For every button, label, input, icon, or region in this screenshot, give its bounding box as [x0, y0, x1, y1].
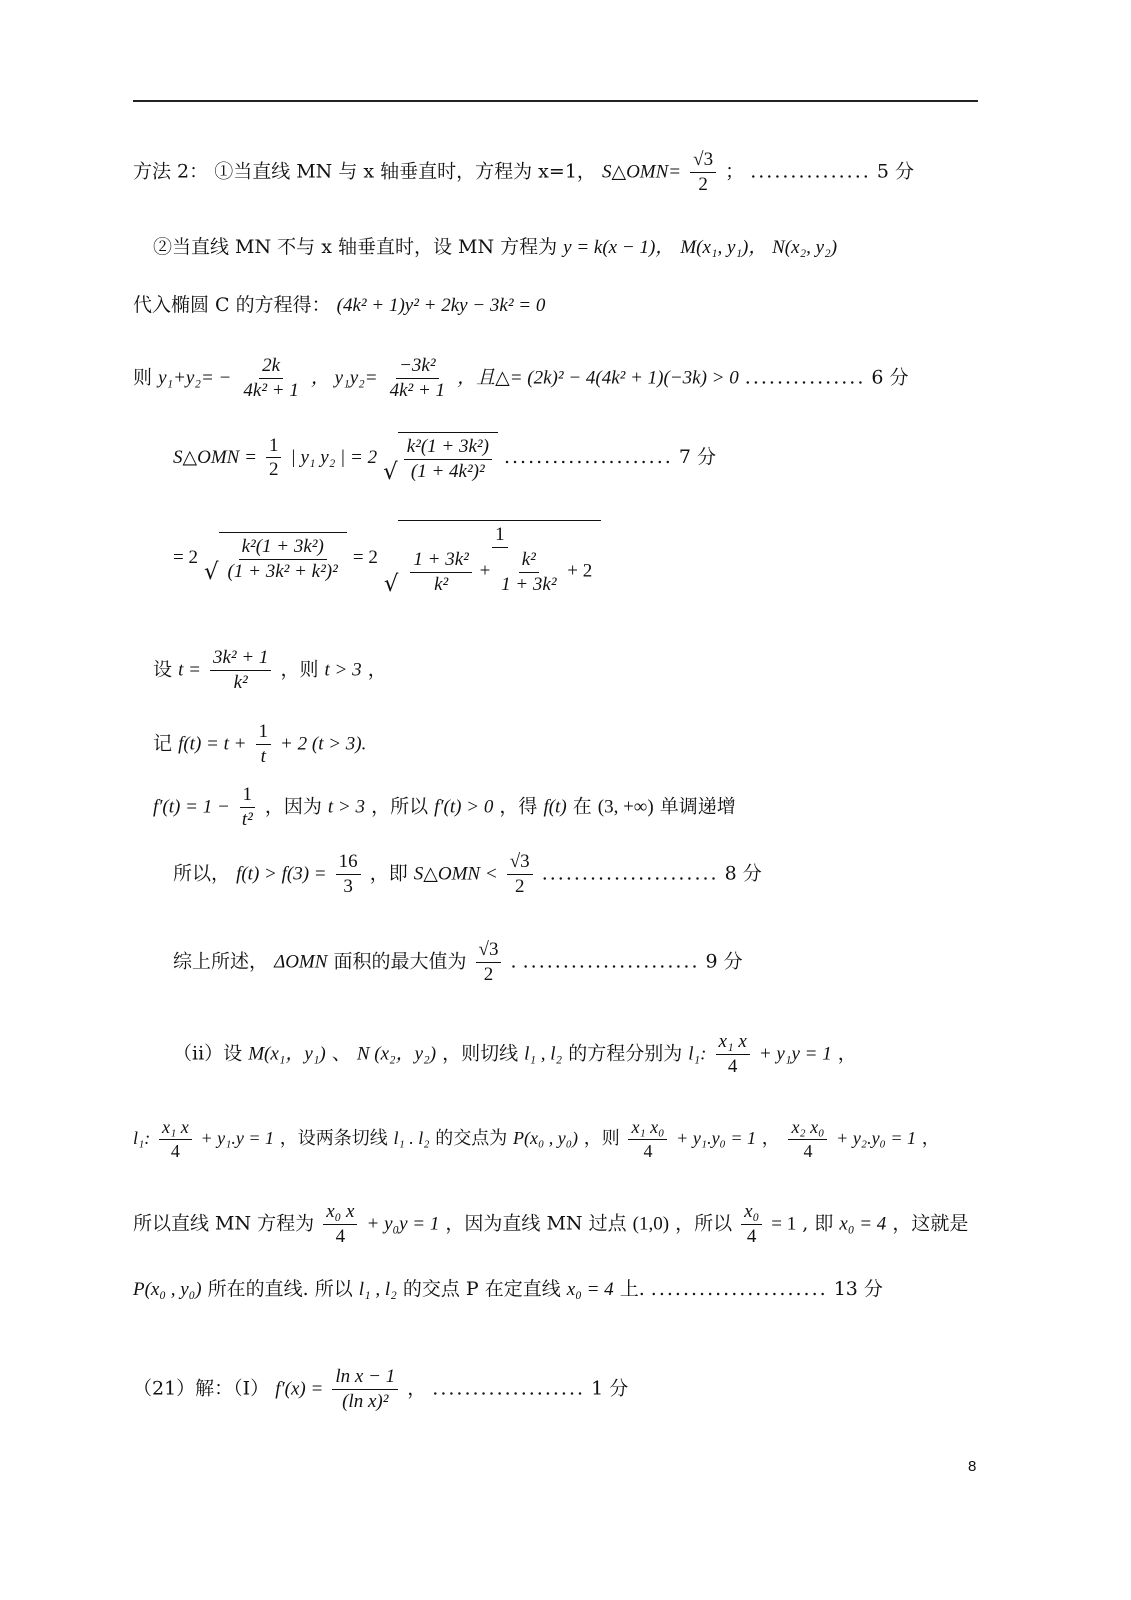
tail: ， [407, 1377, 427, 1400]
separator: ， [761, 1128, 780, 1149]
tangent-lines: l₁ , l₂ [358, 1279, 397, 1300]
page-number: 8 [968, 1458, 977, 1475]
leader-dots: ...................... [541, 862, 719, 885]
vieta-prefix: 则 [133, 366, 153, 389]
area-lhs: S△OMN = [173, 446, 257, 468]
numerator: x₁ x [159, 1116, 192, 1140]
max-fraction [476, 938, 502, 987]
bound-fraction [507, 850, 533, 899]
mn-rhs: + y₀y = 1 [366, 1213, 440, 1235]
q21-lhs: f′(x) = [275, 1378, 324, 1400]
mid-text: ，即 [369, 862, 408, 885]
denominator: 4 [727, 1055, 738, 1077]
final-text: 所在的直线. 所以 [207, 1278, 353, 1300]
denominator: 2 [268, 459, 279, 481]
area-ineq: S△OMN < [413, 863, 498, 885]
separator: 、 [331, 1042, 351, 1065]
part2-text: ，则切线 [442, 1042, 519, 1065]
tangent2-text-2: 的交点为 [435, 1128, 508, 1149]
condition-t: t > 3 [327, 796, 366, 818]
denominator: (1 + 3k² + k²)² [227, 561, 338, 583]
numerator: k²(1 + 3k²) [239, 535, 327, 560]
denominator: 2 [514, 875, 525, 897]
line-mn-text-4: , 即 [802, 1212, 834, 1235]
part2-label: （ii）设 [173, 1042, 243, 1065]
denominator: 4k² + 1 [243, 379, 299, 401]
conclude-line [173, 850, 762, 899]
sum-fraction [240, 354, 301, 403]
term2-fraction [498, 548, 559, 597]
l1-label: l₁: [688, 1043, 707, 1065]
eq-a-rhs: + y₁.y₀ = 1 [676, 1128, 756, 1148]
radical-sign: √ [204, 559, 219, 586]
final-line [133, 1280, 883, 1299]
part2-line [173, 1030, 857, 1079]
reciprocal-fraction [256, 720, 272, 769]
header-rule [133, 100, 978, 102]
q21-line [133, 1365, 628, 1414]
define-f-line [153, 720, 366, 769]
leader-dots: ............... [750, 160, 871, 183]
tangent2-text: ，设两条切线 [279, 1128, 388, 1149]
product-fraction [387, 354, 448, 403]
conclude-eq: f(t) > f(3) = [236, 863, 327, 885]
numerator: x₁ x [716, 1030, 750, 1055]
text-because: ，因为 [264, 795, 322, 818]
eq-a-fraction [628, 1116, 667, 1162]
eq-b-rhs: + y₂.y₀ = 1 [836, 1128, 916, 1148]
radical-sign: √ [383, 571, 399, 598]
numerator: 1 [492, 523, 508, 548]
numerator: √3 [507, 850, 533, 875]
denominator: (1 + 4k²)² [410, 460, 485, 482]
set-prefix: 设 [153, 658, 173, 681]
denominator: k² [233, 671, 248, 693]
numerator: 3k² + 1 [210, 646, 271, 671]
tangent-fraction [716, 1030, 750, 1079]
text-get: ，得 [499, 795, 538, 818]
point-n: N (x₂，y₂) [356, 1043, 437, 1065]
prod-lhs: ， y₁y₂= [310, 367, 378, 389]
tangent2-line [133, 1116, 940, 1162]
f-lhs: f(t) = t + [178, 733, 247, 755]
triangle: ΔOMN [274, 951, 328, 973]
numerator: 1 [240, 783, 256, 808]
sum-lhs: y₁+y₂= − [158, 367, 232, 389]
radicand-fraction [225, 535, 341, 584]
score: 1 分 [591, 1377, 629, 1400]
text-increasing: 单调递增 [659, 795, 736, 818]
deriv-fraction [239, 783, 256, 832]
numerator: 1 + 3k² [410, 548, 471, 573]
denominator: (ln x)² [342, 1390, 389, 1412]
leader-dots: ................... [432, 1377, 586, 1400]
text-so: ，所以 [371, 795, 429, 818]
denominator: t [260, 745, 266, 767]
tangent2-text-3: ，则 [583, 1128, 620, 1149]
numerator: k²(1 + 3k²) [404, 435, 492, 460]
x0-line: x₀ = 4 [566, 1279, 614, 1300]
numerator: 16 [336, 850, 361, 875]
denominator: 4 [170, 1140, 180, 1161]
numerator: 1 [256, 720, 272, 745]
numerator: x₀ [741, 1200, 762, 1225]
plus-two: + 2 [567, 560, 593, 582]
point-m: M(x₁，y₁) [248, 1043, 326, 1065]
score: 5 分 [876, 160, 914, 183]
denominator: 4 [335, 1225, 346, 1247]
leader-dots: ..................... [503, 445, 673, 468]
line-mn-text-2: ，因为直线 MN 过点 [445, 1212, 627, 1235]
line-mn-line [133, 1200, 968, 1249]
method2-label: 方法 2： [133, 160, 209, 183]
q21-label: （21）解：（I） [133, 1377, 270, 1400]
fixed-point: (1,0) [632, 1213, 670, 1235]
term1-fraction [410, 548, 471, 597]
tail: ， [367, 658, 387, 681]
abs-diff: | y₁ y₂ | = 2 [290, 446, 378, 468]
summary-text: 综上所述， [173, 950, 269, 973]
case1-text: ①当直线 MN 与 x 轴垂直时，方程为 x=1， [214, 160, 596, 183]
denominator: 1 + 3k² [501, 573, 557, 595]
tangent-rhs: + y₁y = 1 [758, 1043, 832, 1065]
score: 9 分 [705, 950, 743, 973]
leader-dots: ...................... [522, 950, 700, 973]
outer-fraction [404, 523, 595, 596]
condition-fraction [741, 1200, 762, 1249]
denominator: k² [434, 573, 449, 595]
area-symbol: S△OMN= [601, 161, 682, 183]
sqrt-expression-2 [384, 520, 601, 596]
part2-text-2: 的方程分别为 [568, 1042, 683, 1065]
vieta-line [133, 354, 909, 403]
summary-text-2: 面积的最大值为 [333, 950, 467, 973]
condition-rhs: = 1 [771, 1213, 797, 1235]
denominator: 3 [343, 875, 353, 897]
final-text-2: 的交点 P 在定直线 [402, 1278, 561, 1300]
tail: ； [725, 160, 745, 183]
tangent-lines: l₁ , l₂ [524, 1043, 563, 1065]
quadratic-equation: (4k² + 1)y² + 2ky − 3k² = 0 [336, 295, 546, 316]
substitute-line [133, 296, 545, 315]
l1-label: l₁: [133, 1128, 151, 1148]
numerator: √3 [690, 148, 716, 173]
value-fraction [336, 850, 361, 899]
define-prefix: 记 [153, 732, 173, 755]
t-fraction [210, 646, 271, 695]
case2-text: ②当直线 MN 不与 x 轴垂直时，设 MN 方程为 [153, 236, 558, 258]
interval: (3, +∞) [597, 796, 654, 818]
conclude-prefix: 所以， [173, 862, 231, 885]
leader-dots: ............... [744, 366, 866, 389]
substitute-text: 代入椭圆 C 的方程得： [133, 294, 331, 316]
x0-value: x₀ = 4 [839, 1213, 887, 1235]
radicand-fraction [404, 435, 492, 484]
text-in: 在 [572, 795, 592, 818]
denominator: 4 [746, 1225, 757, 1247]
area-line-1 [173, 432, 716, 484]
eq2: = 2 [352, 547, 378, 569]
denominator: 4k² + 1 [389, 379, 446, 401]
score: 7 分 [678, 445, 716, 468]
tangent-rhs: + y₁.y = 1 [200, 1128, 275, 1148]
eq1: = 2 [173, 547, 198, 569]
score: 6 分 [871, 366, 909, 389]
method2-case1-line [133, 148, 914, 197]
summary-line [173, 938, 743, 987]
line-mn-text-5: ，这就是 [892, 1212, 969, 1235]
f-rhs: + 2 (t > 3). [280, 733, 367, 755]
radical-sign: √ [383, 458, 398, 485]
score: 8 分 [724, 862, 762, 885]
tail: ， [921, 1128, 940, 1149]
tangent-fraction [159, 1116, 192, 1162]
half-fraction [266, 434, 282, 483]
final-text-3: 上. [619, 1278, 645, 1300]
eq-b-fraction [788, 1116, 827, 1162]
plus: + [479, 560, 491, 582]
numerator: ln x − 1 [332, 1365, 398, 1390]
t-condition: t > 3 [324, 659, 362, 681]
then-text: ，则 [280, 658, 319, 681]
numerator: 2k [259, 354, 283, 379]
condition-deriv: f′(t) > 0 [434, 796, 494, 818]
denominator: 4 [803, 1140, 813, 1161]
numerator: x₂ x₀ [788, 1116, 827, 1140]
area-line-2 [173, 520, 601, 596]
sqrt-expression-1 [204, 532, 347, 584]
numerator: √3 [476, 938, 502, 963]
numerator: x₁ x₀ [628, 1116, 667, 1140]
numerator: 1 [266, 434, 282, 459]
denominator [404, 548, 595, 597]
max-area-fraction [690, 148, 716, 197]
tail: . [510, 950, 517, 973]
deriv-lhs: f′(t) = 1 − [153, 796, 230, 818]
line-mn-text: 所以直线 MN 方程为 [133, 1212, 315, 1235]
case2-line [153, 238, 837, 257]
tangent-lines: l₁ . l₂ [393, 1128, 430, 1148]
function-f: f(t) [543, 796, 567, 818]
points: M(x₁, y₁)， N(x₂, y₂) [680, 237, 838, 258]
point-p: P(x₀ , y₀) [512, 1128, 578, 1148]
sqrt-expression [383, 432, 498, 484]
t-lhs: t = [178, 659, 201, 681]
denominator: t² [241, 808, 253, 830]
mn-fraction [323, 1200, 357, 1249]
line-equation: y = k(x − 1)， [563, 237, 675, 258]
numerator: k² [519, 548, 539, 573]
denominator: 4 [643, 1140, 653, 1161]
q21-fraction [332, 1365, 398, 1414]
set-t-line [153, 646, 387, 695]
leader-dots: ...................... [650, 1278, 828, 1300]
numerator: x₀ x [323, 1200, 357, 1225]
numerator: −3k² [396, 354, 438, 379]
point-p: P(x₀ , y₀) [133, 1279, 202, 1300]
tail: ， [837, 1042, 857, 1065]
discriminant: ，且△= (2k)² − 4(4k² + 1)(−3k) > 0 [457, 367, 739, 389]
line-mn-text-3: ，所以 [675, 1212, 733, 1235]
derivative-line [153, 783, 736, 832]
score: 13 分 [833, 1278, 883, 1300]
denominator: 2 [698, 173, 708, 195]
denominator: 2 [483, 963, 494, 985]
